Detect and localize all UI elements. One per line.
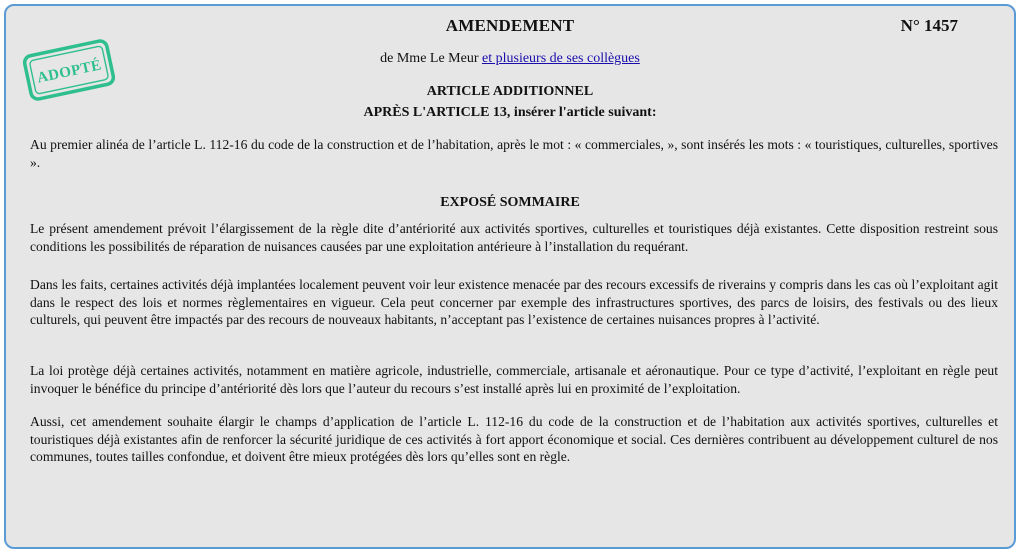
article-heading: ARTICLE ADDITIONNEL xyxy=(426,84,594,99)
co-authors-link[interactable]: et plusieurs de ses collègues xyxy=(482,51,640,66)
authors-line xyxy=(6,51,1014,67)
article-subheading: APRÈS L'ARTICLE 13, insérer l'article suivant: xyxy=(363,105,657,120)
expose-paragraph-1: Le présent amendement prévoit l’élargissement de la règle dite d’antériorité aux activités sportives, culturelles et touristiques déjà existantes. Cette disposition restreint sous conditions les possibilités de réparation de nuisances causées par une exploitation antérieure à l’installation du requérant. xyxy=(30,221,998,254)
expose-paragraph-2: Dans les faits, certaines activités déjà implantées localement peuvent voir leur existence menacée par des recours excessifs de riverains y compris dans les cas où l’exploitant agit dans le respect des lois et normes règlementaires en vigueur. Cela peut concerner par exemple des infrastructures sportives, des parcs de loisirs, des festivals ou des lieux culturels, qui peuvent être impactés par des recours de nouveaux habitants, n’acceptant pas l’existence de certaines nuisances propres à l’activité. xyxy=(30,277,998,327)
expose-paragraph-3: La loi protège déjà certaines activités, notamment en matière agricole, industrielle, commerciale, artisanale et aéronautique. Pour ce type d’activité, l’exploitant en règle peut invoquer le bénéfice du principe d’antériorité dès lors que l’auteur du recours s’est installé après lui en proximité de l’exploitation. xyxy=(30,363,998,396)
expose-paragraph-4: Aussi, cet amendement souhaite élargir le champs d’application de l’article L. 112-16 du code de la construction et de l’habitation aux activités sportives, culturelles et touristiques déjà existantes afin de renforcer la sécurité juridique de ces activités à fort apport économique et social. Ces dernières contribuent au développement culturel de nos communes, toutes tailles confondue, et doivent être mieux protégées dès lors qu’elles sont en règle. xyxy=(30,414,998,464)
amendment-number: N° 1457 xyxy=(900,16,958,35)
amendment-document xyxy=(4,4,1016,549)
article-body: Au premier alinéa de l’article L. 112-16 du code de la construction et de l’habitation, après le mot : « commerciales, », sont insérés les mots : « touristiques, culturelles, sportives ». xyxy=(30,137,998,170)
stamp-label: ADOPTÉ xyxy=(35,57,104,87)
expose-heading: EXPOSÉ SOMMAIRE xyxy=(440,195,580,210)
authors-prefix: de Mme Le Meur xyxy=(380,51,482,66)
document-title: AMENDEMENT xyxy=(445,16,575,35)
